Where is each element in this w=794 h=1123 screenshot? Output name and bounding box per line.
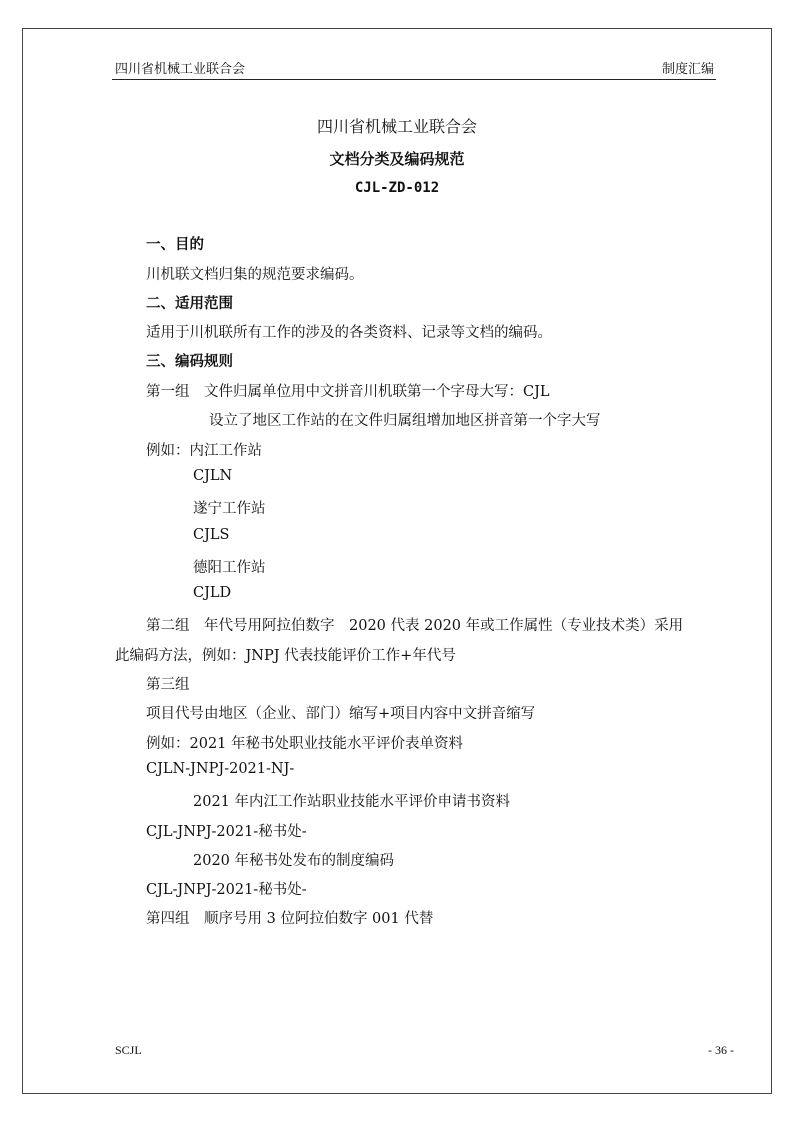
rule-g2-line2: 此编码方法，例如：JNPJ 代表技能评价工作+年代号 bbox=[115, 648, 456, 664]
rule-g1-line1: 第一组 文件归属单位用中文拼音川机联第一个字母大写：CJL bbox=[146, 384, 550, 400]
title-code: CJL-ZD-012 bbox=[354, 180, 440, 196]
rule-g1-e4: 德阳工作站 bbox=[193, 560, 266, 576]
section-2-heading: 二、适用范围 bbox=[146, 296, 233, 312]
rule-g3-line1: 项目代号由地区（企业、部门）缩写+项目内容中文拼音缩写 bbox=[146, 706, 536, 722]
section-1-heading: 一、目的 bbox=[146, 237, 204, 253]
header-left: 四川省机械工业联合会 bbox=[115, 62, 246, 77]
rule-g1-e3: CJLS bbox=[193, 527, 230, 543]
rule-g1-e1: CJLN bbox=[193, 468, 233, 484]
title-name: 文档分类及编码规范 bbox=[329, 150, 465, 168]
rule-g3-line5: CJL-JNPJ-2021-秘书处- bbox=[146, 824, 307, 840]
rule-g3-title: 第三组 bbox=[146, 677, 190, 693]
section-3-heading: 三、编码规则 bbox=[146, 354, 233, 370]
rule-g1-e5: CJLD bbox=[193, 585, 232, 601]
rule-g2-line1: 第二组 年代号用阿拉伯数字 2020 代表 2020 年或工作属性（专业技术类）采用 bbox=[146, 618, 684, 634]
rule-g3-line4: 2021 年内江工作站职业技能水平评价申请书资料 bbox=[193, 794, 511, 810]
rule-g1-line2: 设立了地区工作站的在文件归属组增加地区拼音第一个字大写 bbox=[209, 413, 601, 429]
header-rule bbox=[112, 79, 716, 80]
rule-g1-e2: 遂宁工作站 bbox=[193, 501, 266, 517]
rule-g3-line6: 2020 年秘书处发布的制度编码 bbox=[193, 853, 395, 869]
title-org: 四川省机械工业联合会 bbox=[316, 117, 477, 136]
footer-left: SCJL bbox=[115, 1043, 142, 1057]
rule-g3-line7: CJL-JNPJ-2021-秘书处- bbox=[146, 882, 307, 898]
rule-g1-example: 例如：内江工作站 bbox=[146, 443, 262, 459]
rule-g3-line3: CJLN-JNPJ-2021-NJ- bbox=[146, 761, 295, 777]
section-1-body: 川机联文档归集的规范要求编码。 bbox=[146, 267, 364, 283]
header-right: 制度汇编 bbox=[661, 62, 714, 77]
section-2-body: 适用于川机联所有工作的涉及的各类资料、记录等文档的编码。 bbox=[146, 325, 552, 341]
rule-g3-line2: 例如：2021 年秘书处职业技能水平评价表单资料 bbox=[146, 736, 464, 752]
rule-g4-line1: 第四组 顺序号用 3 位阿拉伯数字 001 代替 bbox=[146, 911, 434, 927]
page-number: - 36 - bbox=[708, 1043, 734, 1057]
